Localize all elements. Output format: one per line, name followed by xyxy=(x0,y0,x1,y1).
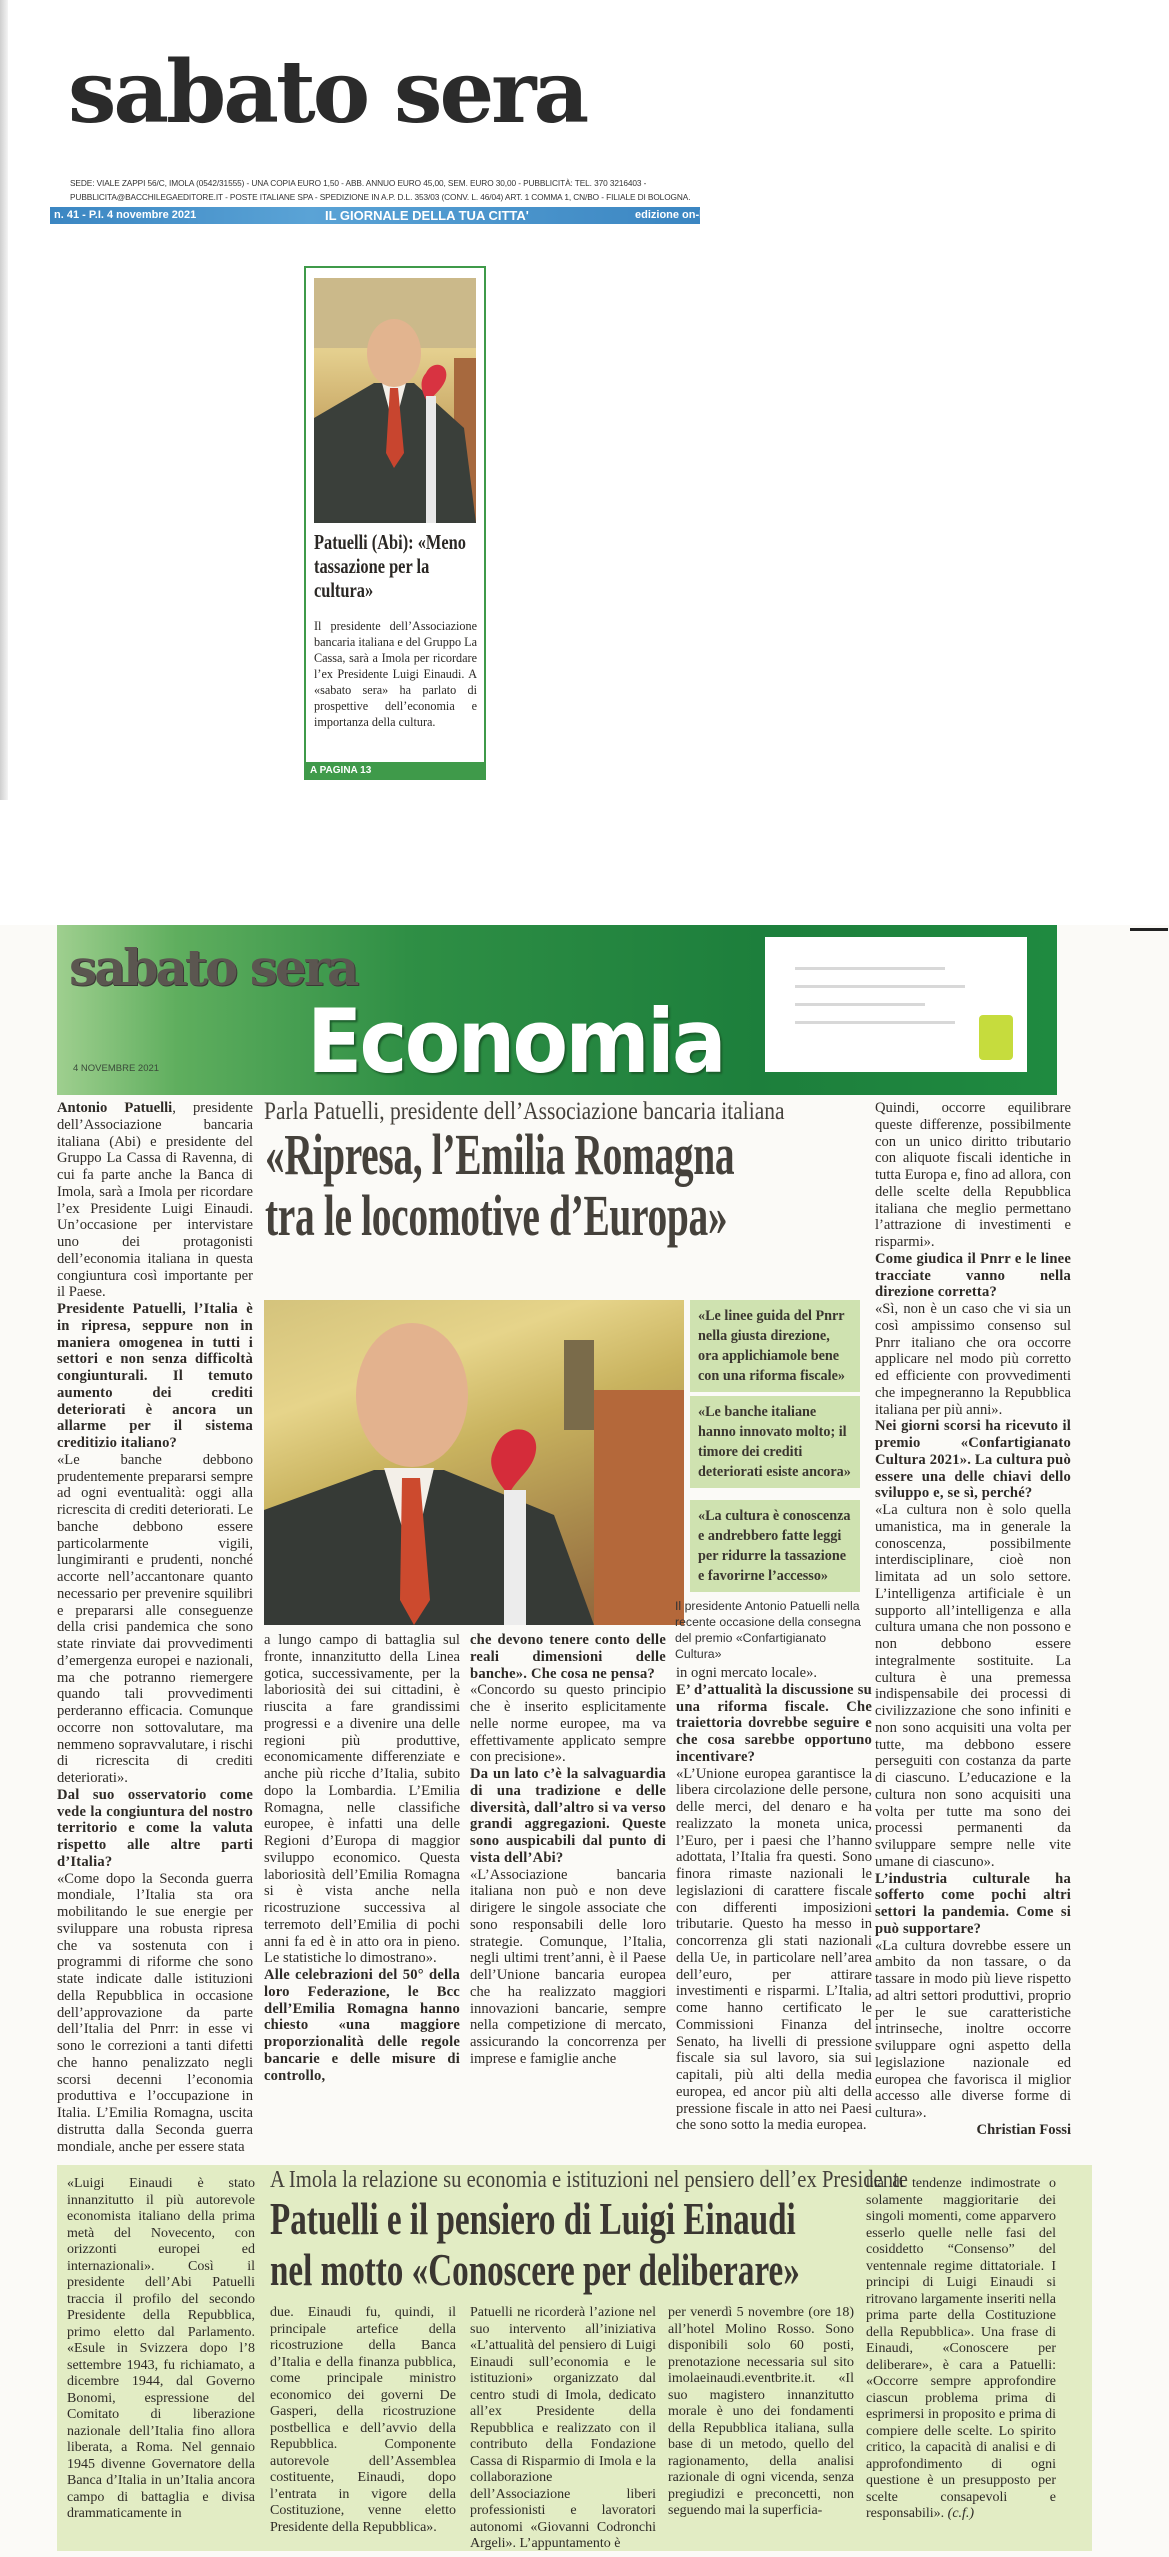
interview-question: E’ d’attualità la discussione su una riforma fiscale. Che traiettoria dovrebbe seguire e che cosa sarebbe opportuno incentivare? xyxy=(676,1681,872,1765)
divider xyxy=(1130,928,1168,931)
suit xyxy=(264,1470,594,1625)
headline-line: tra le locomotive d’Europa» xyxy=(265,1183,728,1248)
box-column-3: Patuelli ne ricorderà l’azione nel suo intervento all’iniziativa «L’attualità del pensiero di Luigi Einaudi sull’economia e le istituzioni» organizzato dal centro studi di Imola, dedicato all’ex Presidente della Repubblica e realizzato con il contributo della Fondazione Cassa di Risparmio di Imola e la collaborazione dell’Associazione liberi professionisti e lavoratori autonomi «Giovanni Codronchi Argeli». L’appuntamento è xyxy=(470,2305,656,2551)
issue-number: n. 41 - P.I. 4 novembre 2021 xyxy=(54,209,197,221)
interview-answer: «L’Associazione bancaria italiana non può e non deve dirigere le singole associate che sono responsabili delle loro strategie. Comunque, l’Italia, negli ultimi trent’anni, è il Paese dell’Unione bancaria europea che ha realizzato maggiori innovazioni bancarie, sempre nella competizione di mercato, assicurando la concorrenza per imprese e famiglie anche xyxy=(470,1866,666,2067)
heart-sculpture xyxy=(491,1429,536,1495)
article-headline xyxy=(265,1124,734,1246)
photo-caption: Il presidente Antonio Patuelli nella recente occasione della consegna del premio «Confartigianato Cultura» xyxy=(675,1599,861,1661)
article-column-5 xyxy=(875,1100,1071,2139)
section-date: 4 NOVEMBRE 2021 xyxy=(73,1063,160,1074)
ad-text-line xyxy=(795,967,945,970)
publisher-info-line: PUBBLICITA@BACCHILEGAEDITORE.IT - POSTE ITALIANE SPA - SPEDIZIONE IN A.P. D.L. 353/03 (CONV. L. 46/04) ART. 1 COMMA 1, CN/BO - FILIALE DI BOLOGNA. xyxy=(70,192,691,202)
box-headline xyxy=(270,2193,800,2295)
background-wall xyxy=(594,1390,684,1625)
headline-line: nel motto «Conoscere per deliberare» xyxy=(270,2244,800,2295)
headline-line: «Ripresa, l’Emilia Romagna xyxy=(265,1122,735,1187)
interview-answer: «Sì, non è un caso che vi sia un così ampissimo consenso sul Pnrr italiano che ora occorre applicare nel modo più corretto ed efficiente con provvedimenti che impegneranno la Repubblica italiana per più anni». xyxy=(875,1301,1071,1418)
box-column-5 xyxy=(866,2176,1056,2523)
box-column-4: per venerdì 5 novembre (ore 18) all’hotel Molino Rosso. Sono disponibili solo 60 posti, prenotazione necessaria sul sito imolaeinaudi.eventbrite.it. «Il suo magistero innanzitutto morale è uno dei fondamenti della Repubblica italiana, sulla base di un metodo, quello del ragionamento, della analisi razionale di ogni vicenda, senza pregiudizi e preconcetti, non seguendo mai la superficia- xyxy=(668,2305,854,2518)
article-byline: Christian Fossi xyxy=(976,2121,1071,2138)
interview-question: Nei giorni scorsi ha ricevuto il premio «Confartigianato Cultura 2021». La cultura può essere una delle chiavi dello sviluppo e, se sì, perché? xyxy=(875,1418,1071,1502)
interview-answer: «Concordo su questo principio che è inserito esplicitamente nelle norme europee, ma va effettivamente applicato sempre con precisione». xyxy=(470,1682,666,1766)
page-reference[interactable]: A PAGINA 13 xyxy=(304,762,486,780)
masthead-logo: sabato sera xyxy=(68,42,587,143)
article-kicker: Parla Patuelli, presidente dell’Associazione bancaria italiana xyxy=(264,1098,785,1125)
interview-question: Da un lato c’è la salvaguardia di una tradizione e delle diversità, dall’altro si va verso grandi aggregazioni. Queste sono auspicabili dal punto di vista dell’Abi? xyxy=(470,1766,666,1866)
advertisement-slot xyxy=(765,937,1027,1072)
interview-question: Alle celebrazioni del 50° della loro Federazione, le Bcc dell’Emilia Romagna hanno chiesto «una maggiore proporzionalità delle regole bancarie e delle misure di controllo, xyxy=(264,1967,460,2084)
interview-answer: «La cultura non è solo quella umanistica, ma in generale la conoscenza, possibilmente interdisciplinare, cioè non limitata ad un solo settore. L’intelligenza artificiale è un supporto all’intelligenza e alla cultura umana che non possono e non debbono essere integralmente sostituite. La cultura è una premessa indispensabile dei processi di civilizzazione che sono infiniti e non sono acquisiti una volta per tutte, ma debbono essere perseguiti con costanza da parte di ciascuno. L’educazione e la cultura non sono acquisiti una volta per tutte ma sono dei processi permanenti da sviluppare sempre nelle vite umane di ciascuno». xyxy=(875,1502,1071,1870)
pull-quote: «La cultura è conoscenza e andrebbero fatte leggi per ridurre la tassazione e favorirne l’accesso» xyxy=(690,1500,860,1592)
ad-text-line xyxy=(795,1021,955,1024)
article-column-1 xyxy=(57,1100,253,2155)
publisher-info-line: SEDE: VIALE ZAPPI 56/C, IMOLA (0542/31555) - UNA COPIA EURO 1,50 - ABB. ANNUO EURO 45,00, SEM. EURO 30,00 - PUBBLICITÀ: TEL. 370 3216403 - xyxy=(70,178,647,188)
face xyxy=(356,1323,468,1467)
interview-answer: Quindi, occorre equilibrare queste differenze, possibilmente con un unico diritto tributario con aliquote fiscali identiche in tutta Europa e, fino ad allora, con delle scelte della Repubblica italiana che meglio permettano l’attrazione di investimenti e risparmi». xyxy=(875,1100,1071,1250)
teaser-summary: Il presidente dell’Associazione bancaria italiana e del Gruppo La Cassa, sarà a Imola per ricordare l’ex Presidente Luigi Einaudi. A «sabato sera» ha parlato di prospettive dell’economia e importanza della cultura. xyxy=(314,619,477,729)
pull-quote: «Le banche italiane hanno innovato molto; il timore dei crediti deteriorati esiste ancora» xyxy=(690,1396,860,1488)
issue-bar xyxy=(50,207,706,224)
background-statue xyxy=(564,1340,594,1430)
interview-answer: a lungo campo di battaglia sul fronte, innanzitutto della Linea gotica, successivamente, per la laboriosità dei sui cittadini, è riuscita a fare grandissimi progressi e a divenire una delle regioni più produttive, economicamente differenziate e anche più ricche d’Italia, subito dopo la Lombardia. L’Emilia Romagna, nelle classifiche europee, è infatti una delle Regioni d’Europa di maggior sviluppo economico. Questa laboriosità dell’Emilia Romagna si è vista anche nella ricostruzione successiva al terremoto dell’Emilia di pochi anni fa ed è in atto ora in pieno. Le statistiche lo dimostrano». xyxy=(264,1632,460,1967)
box-column-5-text: lità di tendenze indimostrate o solamente maggioritarie dei singoli momenti, come apparvero esserlo quelle nelle fasi del cosiddetto “Consenso” del ventennale regime dittatoriale. I principi di Luigi Einaudi si ritrovano largamente inseriti nella prima parte della Costituzione della Repubblica». Una frase di Einaudi, «Conoscere per deliberare», è cara a Patuelli: «Occorre sempre approfondire ciascun problema prima di esprimersi in proposito e prima di compiere delle scelte. Lo spirito critico, la capacità di analisi e di approfondimento di ogni questione è un presupposto per scelte consapevoli e responsabili». xyxy=(866,2176,1056,2521)
face xyxy=(367,319,421,387)
article-photo xyxy=(264,1300,684,1625)
pull-quote: «Le linee guida del Pnrr nella giusta direzione, ora applichiamole bene con una riforma fiscale» xyxy=(690,1300,860,1392)
interview-question: che devono tenere conto delle reali dimensioni delle banche». Che cosa ne pensa? xyxy=(470,1632,666,1682)
interview-question: Dal suo osservatorio come vede la congiuntura del nostro territorio e come la valuta rispetto alle altre parti d’Italia? xyxy=(57,1786,253,1870)
slogan: IL GIORNALE DELLA TUA CITTA' xyxy=(325,208,529,223)
box-column-1: «Luigi Einaudi è stato innanzitutto il più autorevole economista italiano della prima metà del Novecento, con orizzonti europei ed internazionali». Così il presidente dell’Abi Patuelli traccia il profilo del secondo Presidente della Repubblica, primo eletto dal Parlamento. «Esule in Svizzera dopo l’8 settembre 1943, fu richiamato, a dicembre 1944, dal Governo Bonomi, espressione del Comitato di liberazione nazionale dell’Italia fino allora liberata, a Roma. Nel gennaio 1945 divenne Governatore della Banca d’Italia in un’Italia ancora campo di battaglia e divisa drammaticamente in xyxy=(67,2176,255,2521)
front-page-clipping xyxy=(0,0,706,800)
box-column-2: due. Einaudi fu, quindi, il principale artefice della ricostruzione della Banca d’Italia e della finanza pubblica, come principale ministro economico dei governi De Gasperi, della ricostruzione postbellica e dell’avvio della Repubblica. Componente autorevole dell’Assemblea costituente, Einaudi, dopo l’entrata in vigore della Costituzione, venne eletto Presidente della Repubblica». xyxy=(270,2305,456,2535)
lead-name: Antonio Patuelli xyxy=(57,1100,173,1116)
page-edge xyxy=(0,0,8,800)
ad-text-line xyxy=(795,985,965,988)
headline-line: Patuelli e il pensiero di Luigi Einaudi xyxy=(270,2193,796,2244)
article-column-4 xyxy=(676,1665,872,2134)
box-signature: (c.f.) xyxy=(947,2506,975,2521)
interview-question: Come giudica il Pnrr e le linee tracciate vanno nella direzione corretta? xyxy=(875,1250,1071,1301)
interview-answer: «L’Unione europea garantisce la libera circolazione delle persone, delle merci, del denaro e ha realizzato la moneta unica, l’Euro, per i paesi che l’hanno adottata, l’Italia fra questi. Sono finora rimaste nazionali le legislazioni di carattere fiscale con differenti imposizioni tributarie. Questo ha messo in concorrenza gli stati nazionali della Ue, in particolare nell’area dell’euro, per attirare investimenti e risparmi. L’Italia, come hanno certificato le Commissioni Finanza del Senato, ha livelli di pressione fiscale sia sul lavoro, sia sui capitali, più alti della media europea, ed ancor più alti della pressione fiscale in atto nei Paesi che sono sotto la media europea. xyxy=(676,1765,872,2134)
interview-answer: «Come dopo la Seconda guerra mondiale, l’Italia sta ora mobilitando le sue energie per sviluppare una robusta ripresa che va sostenuta con i programmi di riforme che sono state indicate dalle istituzioni della Repubblica in occasione dell’approvazione da parte dell’Italia del Pnrr: in esse vi sono le correzioni a tanti difetti che hanno penalizzato negli scorsi decenni l’economia produttiva e l’occupazione in Italia. L’Emilia Romagna, uscita distrutta dalla Seconda guerra mondiale, anche per essere stata xyxy=(57,1870,253,2155)
box-kicker: A Imola la relazione su economia e istituzioni nel pensiero dell’ex Presidente xyxy=(270,2167,908,2193)
section-title: Economia xyxy=(307,990,724,1093)
teaser-title[interactable]: Patuelli (Abi): «Meno tassazione per la cultura» xyxy=(314,530,466,602)
sculpture-stand xyxy=(426,396,436,523)
interview-question: Presidente Patuelli, l’Italia è in ripresa, seppure non in maniera omogenea in tutti i settori e non senza difficoltà congiunturali. Il temuto aumento dei crediti deteriorati è ancora un allarme per il sistema creditizio italiano? xyxy=(57,1301,253,1451)
section-header xyxy=(57,925,1057,1095)
teaser-photo xyxy=(314,278,476,523)
lead-paragraph: , presidente dell’Associazione bancaria italiana (Abi) e presidente del Gruppo La Cassa di Ravenna, di cui fa parte anche la Banca di Imola, sarà a Imola per ricordare l’ex Presidente Luigi Einaudi. Un’occasione per intervistare uno dei protagonisti dell’economia italiana in questa congiuntura così importante per il Paese. xyxy=(57,1100,253,1301)
sculpture-stand xyxy=(504,1490,526,1625)
section-brand-logo: sabato sera xyxy=(69,938,357,997)
ad-logo-square xyxy=(979,1015,1013,1060)
article-column-2 xyxy=(264,1632,460,2084)
patuelli-portrait-small xyxy=(314,278,476,523)
ad-text-line xyxy=(795,1003,925,1006)
interview-answer: «Le banche debbono prudentemente prepararsi sempre ad ogni eventualità: oggi alla ricrescita di crediti deteriorati. Le banche debbono essere particolarmente vigili, lungimiranti e prudenti, nonché accorte nell’accantonare quanto necessario per prevenire squilibri e prepararsi alle conseguenze della crisi pandemica che sono state rinviate dai provvedimenti d’emergenza europei e nazionali, ma che potranno riemergere quando tali provvedimenti perderanno efficacia. Comunque occorre non sottovalutare, ma nemmeno sopravvalutare, i rischi di ricrescita di crediti deteriorati». xyxy=(57,1451,253,1786)
patuelli-portrait xyxy=(264,1300,684,1625)
article-column-3 xyxy=(470,1632,666,2068)
edition-label: edizione on-li xyxy=(635,209,706,221)
teaser-box[interactable] xyxy=(304,266,486,780)
interview-answer: «La cultura dovrebbe essere un ambito da non tassare, o da tassare in modo più lieve rispetto ad altri settori produttivi, proprio per le sue caratteristiche intrinseche, inoltre occorre sviluppare ogni aspetto della legislazione nazionale ed europea che favorisca il miglior accesso alle diverse forme di cultura». xyxy=(875,1937,1071,2121)
interview-answer: in ogni mercato locale». xyxy=(676,1665,818,1681)
interview-question: L’industria culturale ha sofferto come pochi altri settori la pandemia. Come si può supportare? xyxy=(875,1870,1071,1937)
